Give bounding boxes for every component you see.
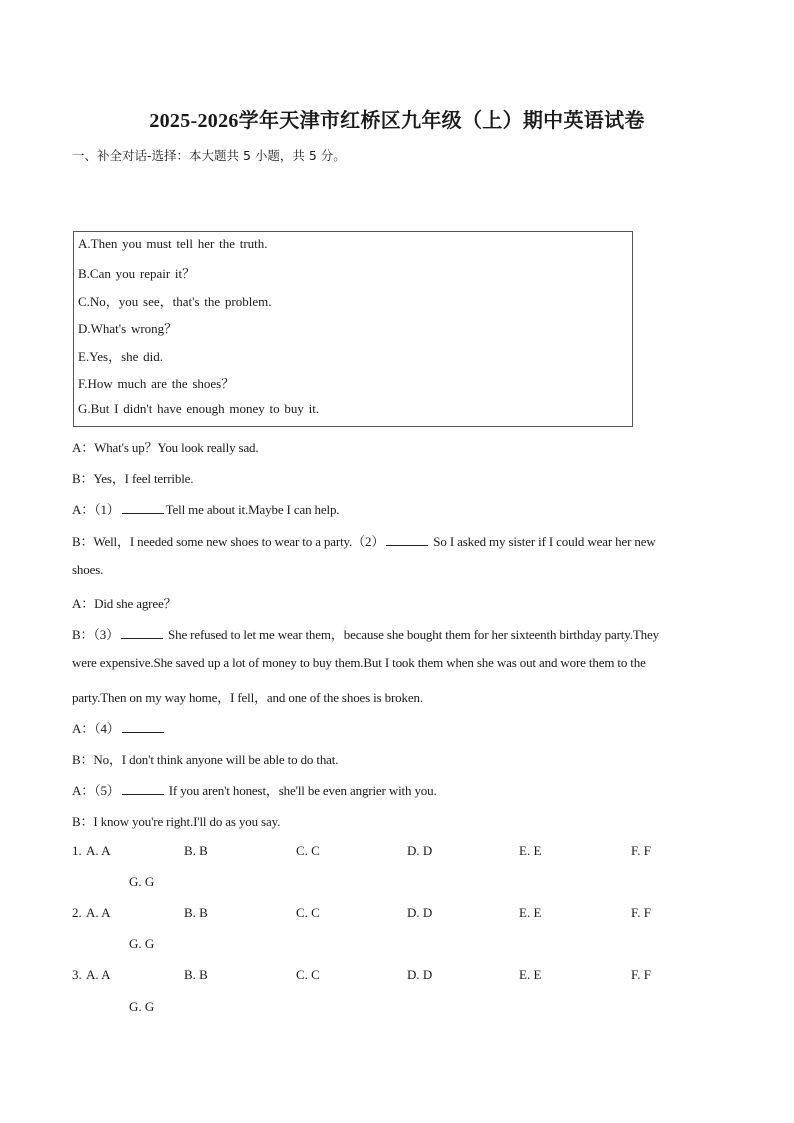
option-b: B.Can you repair it？ [78,266,196,281]
dialogue-line-1: A：What's up？You look really sad. [72,440,259,455]
dialogue-line-8: were expensive.She saved up a lot of money to buy them.But I took them when she was out and wore them to the [72,655,646,670]
q3-choice-e[interactable]: E. E [519,967,542,982]
dialogue-line-12 [72,780,437,799]
q1-choice-d[interactable]: D. D [407,843,433,858]
q1-choice-c[interactable]: C. C [296,843,320,858]
answer-blank-4[interactable] [122,722,164,733]
dialogue-line-12-prefix: A：（5） [72,783,120,798]
dialogue-line-3-suffix: Tell me about it.Maybe I can help. [165,502,340,517]
q1-choice-e[interactable]: E. E [519,843,542,858]
q3-choice-b[interactable]: B. B [184,967,208,982]
dialogue-line-10 [72,718,166,737]
q2-choice-d[interactable]: D. D [407,905,433,920]
question-1-number: 1. [72,843,82,858]
dialogue-line-4-prefix: B：Well，I needed some new shoes to wear to a party.（2） [72,534,385,549]
answer-blank-5[interactable] [122,784,164,795]
q1-choice-b[interactable]: B. B [184,843,208,858]
answer-blank-1[interactable] [122,503,164,514]
q1-choice-f[interactable]: F. F [631,843,651,858]
dialogue-line-4 [72,531,656,550]
q2-choice-a[interactable]: A. A [86,905,111,920]
q2-choice-b[interactable]: B. B [184,905,208,920]
option-g: G.But I didn't have enough money to buy it. [78,401,320,416]
section-heading: 一、补全对话-选择：本大题共 5 小题，共 5 分。 [72,148,346,163]
q3-choice-f[interactable]: F. F [631,967,651,982]
option-e: E.Yes，she did. [78,349,164,364]
q1-choice-a[interactable]: A. A [86,843,111,858]
q1-choice-g[interactable]: G. G [129,874,155,889]
q3-choice-g[interactable]: G. G [129,999,155,1014]
q2-choice-g[interactable]: G. G [129,936,155,951]
q3-choice-d[interactable]: D. D [407,967,433,982]
q2-choice-e[interactable]: E. E [519,905,542,920]
q2-choice-c[interactable]: C. C [296,905,320,920]
dialogue-line-6: A：Did she agree？ [72,596,177,611]
question-2-number: 2. [72,905,82,920]
q3-choice-a[interactable]: A. A [86,967,111,982]
dialogue-line-7-suffix: She refused to let me wear them，because she bought them for her sixteenth birthday party.They [164,627,659,642]
q2-choice-f[interactable]: F. F [631,905,651,920]
option-c: C.No，you see，that's the problem. [78,294,272,309]
dialogue-line-7-prefix: B：（3） [72,627,119,642]
answer-blank-3[interactable] [121,628,163,639]
option-f: F.How much are the shoes？ [78,376,235,391]
q3-choice-c[interactable]: C. C [296,967,320,982]
dialogue-line-13: B：I know you're right.I'll do as you say. [72,814,281,829]
answer-blank-2[interactable] [386,535,428,546]
dialogue-line-9: party.Then on my way home，I fell，and one of the shoes is broken. [72,690,423,705]
dialogue-line-2: B：Yes，I feel terrible. [72,471,194,486]
dialogue-line-3-prefix: A：（1） [72,502,120,517]
option-d: D.What's wrong？ [78,321,178,336]
dialogue-line-12-suffix: If you aren't honest，she'll be even angrier with you. [165,783,437,798]
dialogue-line-10-prefix: A：（4） [72,721,120,736]
dialogue-line-5: shoes. [72,562,104,577]
dialogue-line-4-suffix: So I asked my sister if I could wear her new [430,534,656,549]
exam-title: 2025-2026学年天津市红桥区九年级（上）期中英语试卷 [149,110,645,132]
question-3-number: 3. [72,967,82,982]
dialogue-line-3 [72,499,339,518]
option-a: A.Then you must tell her the truth. [78,236,268,251]
options-box [73,231,633,427]
dialogue-line-7 [72,624,659,643]
dialogue-line-11: B：No，I don't think anyone will be able to do that. [72,752,339,767]
